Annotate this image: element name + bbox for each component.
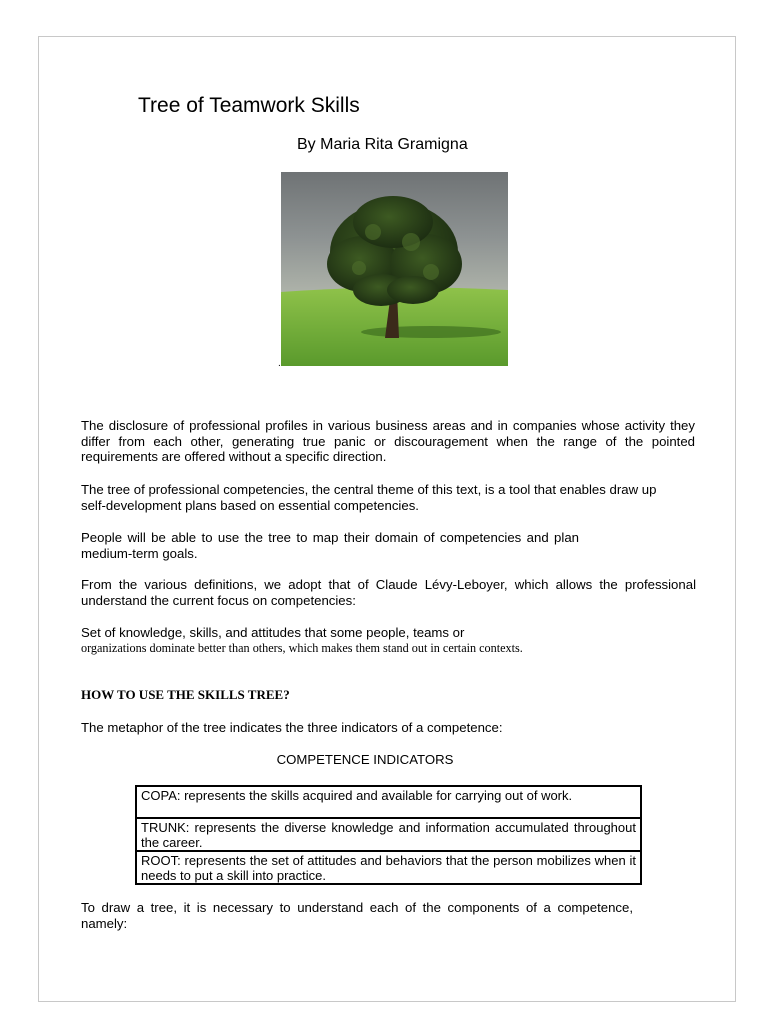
table-cell-trunk: TRUNK: represents the diverse knowledge and information accumulated throughout the career. [136,818,641,851]
definition-line-1: Set of knowledge, skills, and attitudes that some people, teams or [81,625,465,640]
table-row [136,851,641,884]
competence-indicators-table [135,785,642,885]
definition-line-2: organizations dominate better than others, which makes them stand out in certain contexts. [81,641,523,655]
table-row [136,818,641,851]
paragraph-tree-tool: The tree of professional competencies, the central theme of this text, is a tool that enables draw up self-development plans based on essential competencies. [81,482,657,513]
tree-illustration [281,172,508,366]
table-cell-root: ROOT: represents the set of attitudes and behaviors that the person mobilizes when it needs to put a skill into practice. [136,851,641,884]
table-cell-copa: COPA: represents the skills acquired and available for carrying out of work. [136,786,641,818]
section-heading: HOW TO USE THE SKILLS TREE? [81,687,290,702]
table-row [136,786,641,818]
paragraph-metaphor: The metaphor of the tree indicates the three indicators of a competence: [81,720,503,735]
paragraph-draw-tree: To draw a tree, it is necessary to understand each of the components of a competence, namely: [81,900,633,931]
tree-photo [281,172,508,366]
figure-caption-mark: . [278,358,281,369]
table-caption: COMPETENCE INDICATORS [276,752,454,767]
document-title: Tree of Teamwork Skills [138,94,360,117]
document-author: By Maria Rita Gramigna [297,136,468,153]
paragraph-intro: The disclosure of professional profiles in various business areas and in companies whose activity they differ from each other, generating true panic or discouragement when the range of the pointed requirements are offered without a specific direction. [81,418,695,464]
paragraph-definition: From the various definitions, we adopt that of Claude Lévy-Leboyer, which allows the professional understand the current focus on competencies: [81,577,696,608]
paragraph-people: People will be able to use the tree to map their domain of competencies and plan medium-term goals. [81,530,579,561]
